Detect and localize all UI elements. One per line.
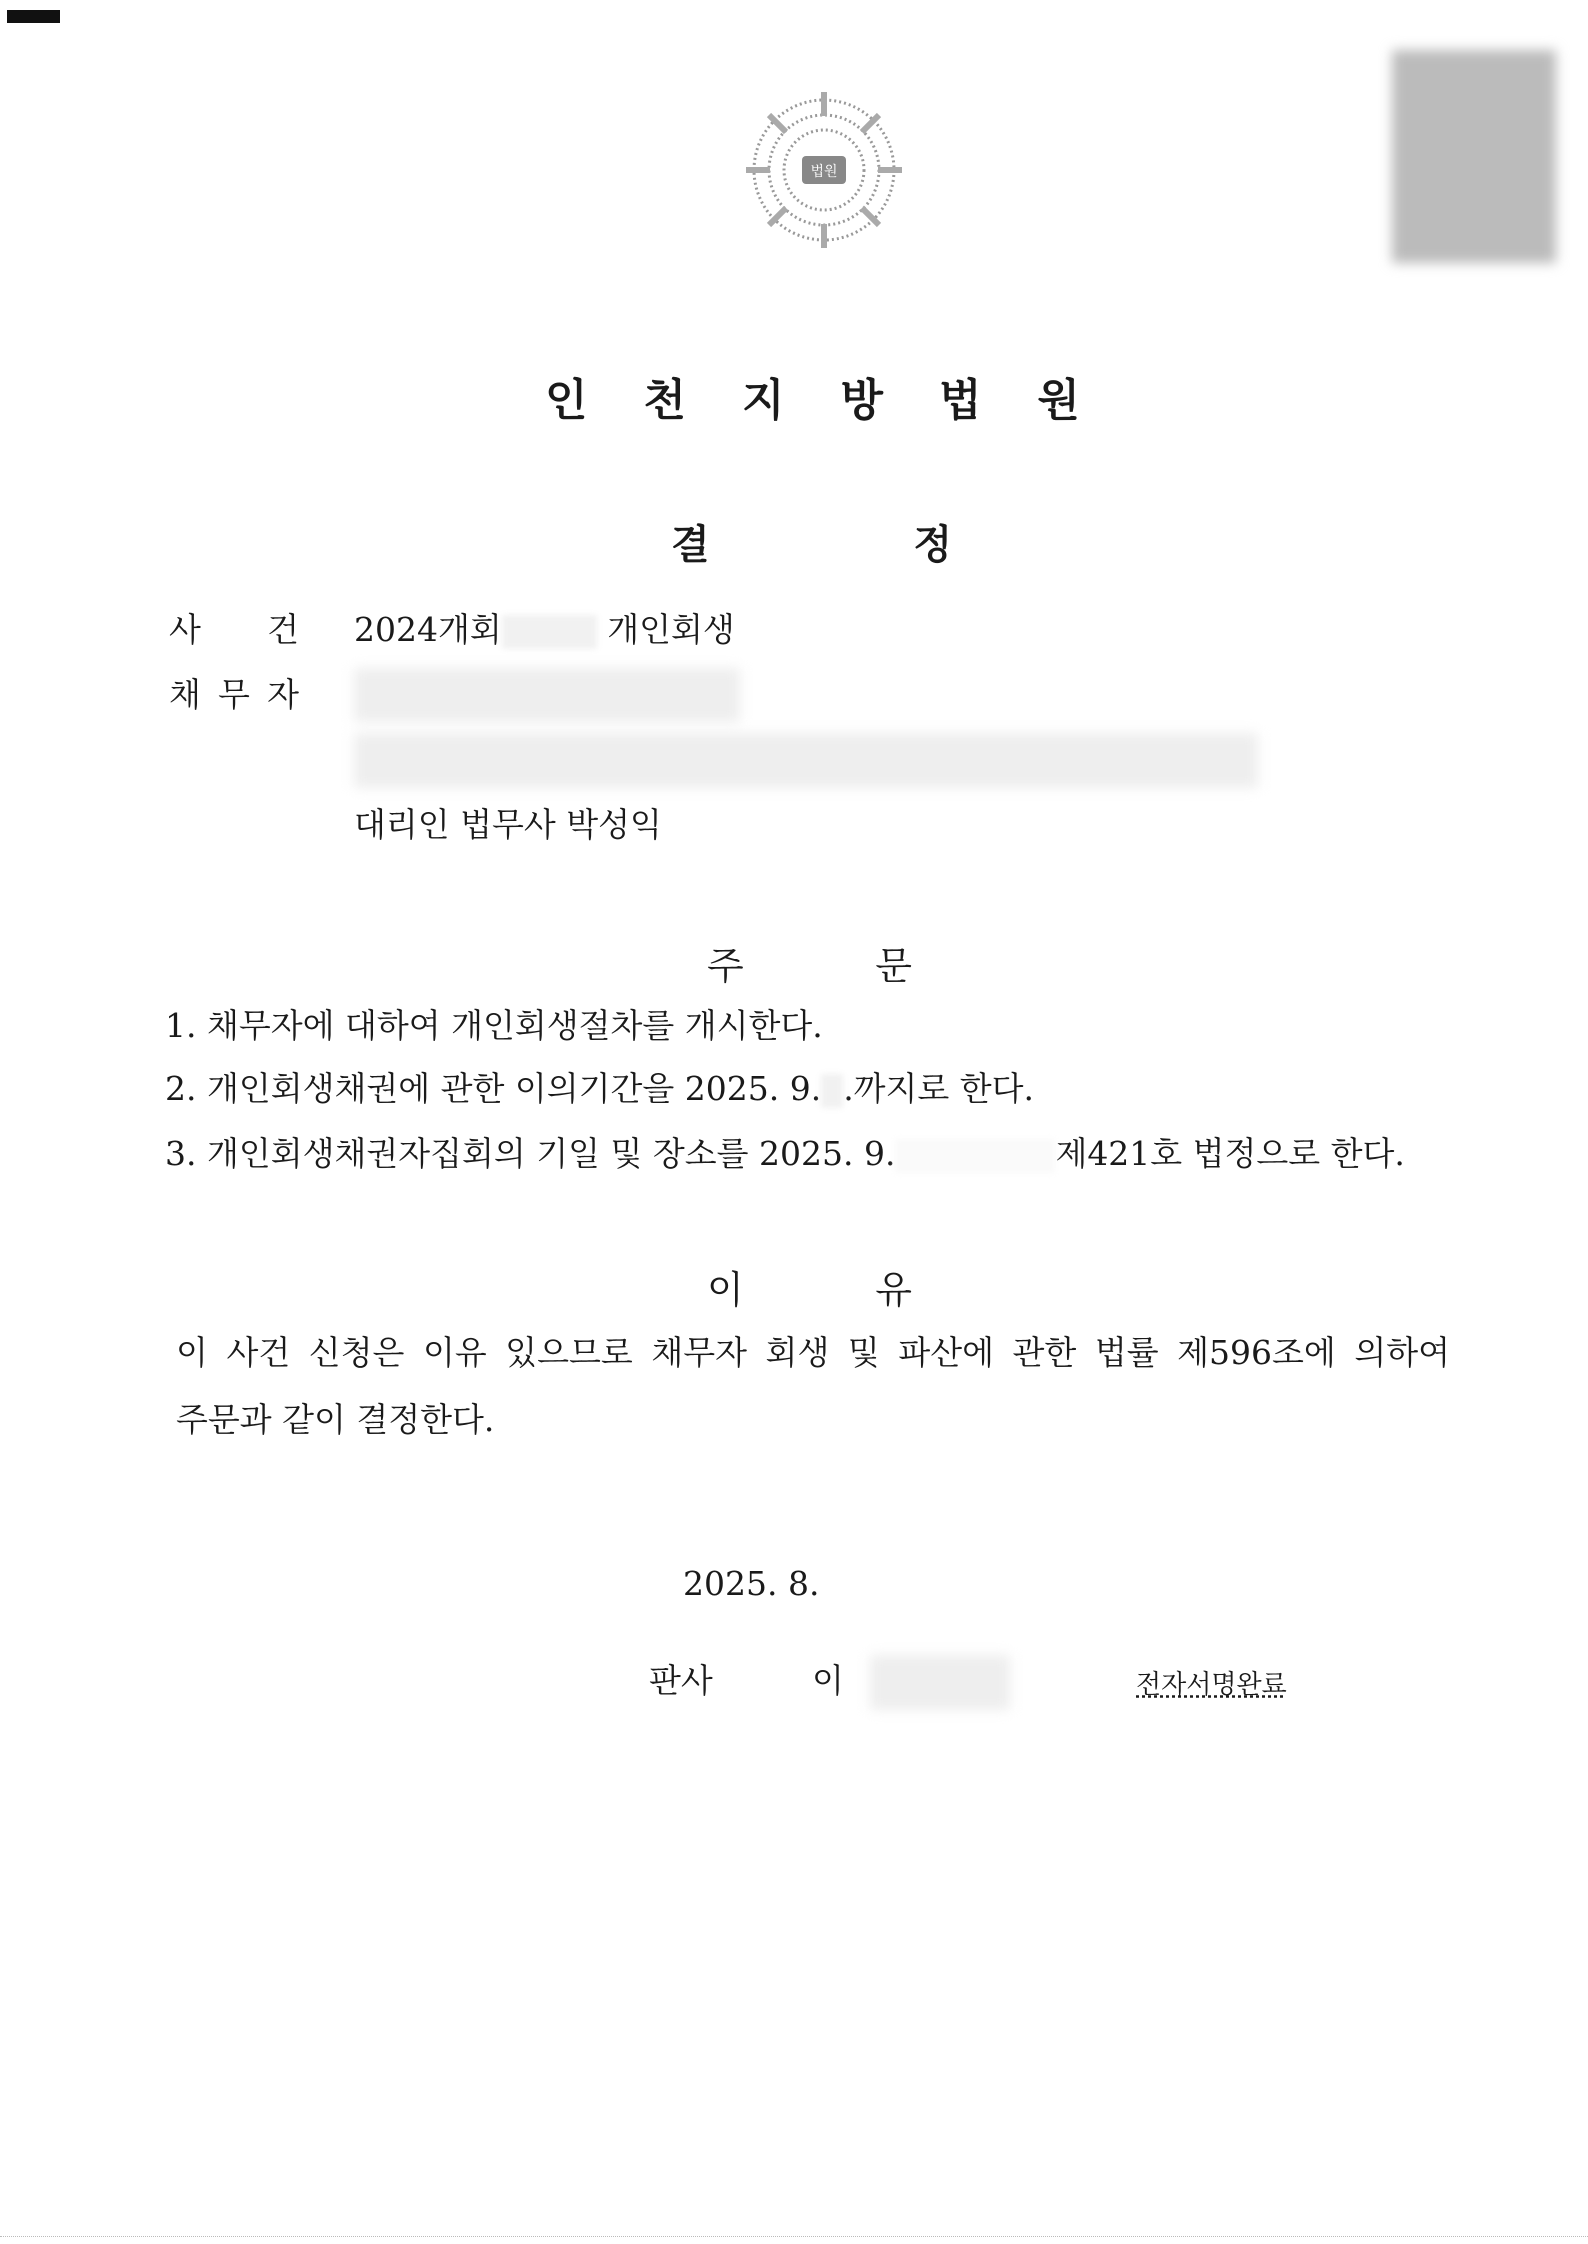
- emblem-text: 법원: [810, 164, 838, 180]
- page-bottom-border: [0, 2236, 1588, 2237]
- order-item-text: 제421호 법정으로 한다.: [1055, 1134, 1405, 1173]
- redacted-debtor-address: [354, 733, 1258, 788]
- judge-title: 판사: [649, 1661, 713, 1700]
- case-label: [169, 610, 299, 650]
- heading-char: 이: [707, 1268, 744, 1312]
- redacted-debtor-name: [354, 668, 740, 722]
- signature-status: 전자서명완료: [1136, 1670, 1287, 1700]
- court-char: 천: [643, 375, 686, 426]
- label-char: 건: [267, 610, 299, 649]
- court-char: 원: [1037, 375, 1080, 426]
- redacted-date-time: [895, 1139, 1055, 1173]
- reason-line-2: 주문과 같이 결정한다.: [176, 1400, 495, 1439]
- order-heading: [707, 935, 912, 990]
- case-value: [354, 610, 735, 650]
- order-item-3: [165, 1134, 1405, 1174]
- court-char: 방: [840, 375, 883, 426]
- label-char: 채: [169, 675, 201, 714]
- heading-char: 문: [875, 944, 912, 988]
- reason-line-1: 이 사건 신청은 이유 있으므로 채무자 회생 및 파산에 관한 법률 제596조에 의하여: [176, 1333, 1450, 1372]
- redacted-judge-name: [870, 1655, 1010, 1710]
- order-item-text: .까지로 한다.: [843, 1069, 1035, 1108]
- court-name: [545, 364, 1080, 428]
- heading-char: 유: [875, 1268, 912, 1312]
- redacted-case-number: [502, 615, 597, 649]
- court-char: 인: [545, 375, 588, 426]
- case-number: 2024개회: [354, 610, 502, 649]
- order-item-2: [165, 1069, 1034, 1109]
- redaction-mark: [7, 10, 60, 23]
- document-type: [671, 513, 952, 570]
- court-emblem: [740, 86, 908, 254]
- order-item-text: 3. 개인회생채권자집회의 기일 및 장소를 2025. 9.: [165, 1134, 896, 1173]
- court-char: 법: [938, 375, 982, 426]
- label-char: 사: [169, 610, 201, 649]
- qr-code-redacted: [1392, 50, 1556, 263]
- order-item-text: 2. 개인회생채권에 관한 이의기간을 2025. 9.: [165, 1069, 822, 1108]
- court-char: 지: [741, 375, 785, 426]
- heading-char: 주: [707, 944, 744, 988]
- label-char: 자: [267, 675, 299, 714]
- redacted-day: [821, 1074, 843, 1108]
- doc-type-char: 결: [671, 521, 710, 568]
- order-item-1: 1. 채무자에 대하여 개인회생절차를 개시한다.: [165, 1006, 823, 1045]
- judge-surname: 이: [812, 1661, 844, 1700]
- case-row: [169, 610, 735, 650]
- case-type: 개인회생: [607, 610, 735, 649]
- agent: 대리인 법무사 박성익: [354, 805, 662, 844]
- reason-heading: [707, 1259, 912, 1314]
- label-char: 무: [218, 675, 250, 714]
- decision-date: 2025. 8.: [683, 1564, 820, 1603]
- doc-type-char: 정: [913, 521, 952, 568]
- debtor-label: [169, 675, 299, 715]
